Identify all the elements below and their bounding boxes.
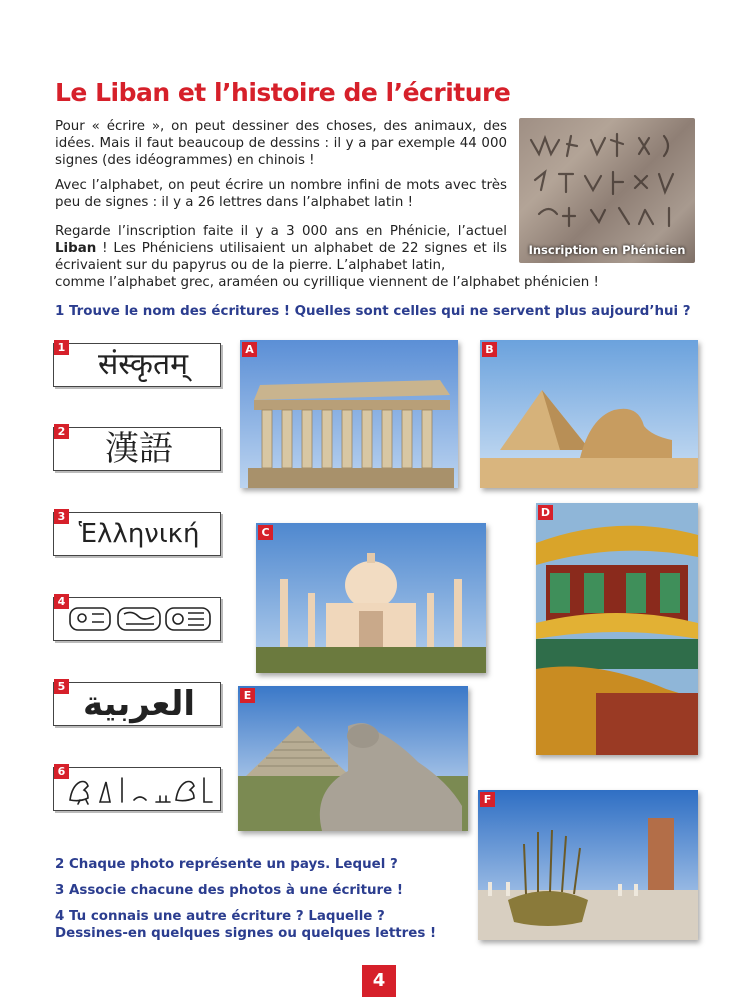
- phoenician-glyphs-image: [519, 118, 695, 263]
- script-box-5: [53, 682, 221, 726]
- intro-paragraph-2: Avec l’alphabet, on peut écrire un nombre infini de mots avec très peu de signes : il y a 26 lettres dans l’alphabet latin !: [55, 178, 507, 210]
- page-number: 4: [362, 965, 396, 997]
- photo-label-f: F: [480, 792, 495, 807]
- chichen-itza-image: [238, 686, 468, 831]
- intro-paragraph-3: [55, 223, 507, 274]
- photo-label-c: C: [258, 525, 273, 540]
- question-4-line-2: Dessines-en quelques signes ou quelques lettres !: [55, 926, 437, 941]
- question-2: 2 Chaque photo représente un pays. Lequel ?: [55, 857, 398, 872]
- intro-paragraph-3-tail: comme l’alphabet grec, araméen ou cyrillique viennent de l’alphabet phénicien !: [55, 275, 599, 290]
- intro-p3-a: Regarde l’inscription faite il y a 3 000 ans en Phénicie, l’actuel: [55, 224, 507, 239]
- intro-p3-b: ! Les Phéniciens utilisaient un alphabet de 22 signes et ils écrivaient sur du papyrus ou de la pierre. L’alphabet latin,: [55, 241, 507, 273]
- intro-p3-bold: Liban: [55, 241, 97, 256]
- script-number-1: 1: [54, 340, 69, 355]
- arabic-text: العربية: [82, 684, 196, 724]
- photo-label-a: A: [242, 342, 257, 357]
- script-number-2: 2: [54, 424, 69, 439]
- page-title: Le Liban et l’histoire de l’écriture: [55, 78, 511, 107]
- taj-mahal-image: [256, 523, 486, 673]
- script-box-6: [53, 767, 221, 811]
- question-3: 3 Associe chacune des photos à une écriture !: [55, 883, 403, 898]
- script-number-4: 4: [54, 594, 69, 609]
- maya-glyphs-image: [66, 604, 216, 634]
- photo-b-sphinx: [480, 340, 698, 488]
- inscription-caption: Inscription en Phénicien: [528, 243, 686, 257]
- sphinx-pyramid-image: [480, 340, 698, 488]
- script-number-6: 6: [54, 764, 69, 779]
- chinese-palace-image: [536, 503, 698, 755]
- sanskrit-text: संस्कृतम्: [97, 347, 189, 382]
- photo-label-e: E: [240, 688, 255, 703]
- question-4-line-1: 4 Tu connais une autre écriture ? Laquelle ?: [55, 909, 385, 924]
- script-number-3: 3: [54, 509, 69, 524]
- script-box-1: [53, 343, 221, 387]
- photo-f-hassan-tower: [478, 790, 698, 940]
- photo-a-parthenon: [240, 340, 458, 488]
- script-box-3: [53, 512, 221, 556]
- hieroglyphs-image: [64, 772, 216, 806]
- script-number-5: 5: [54, 679, 69, 694]
- chinese-text: 漢語: [105, 429, 173, 469]
- greek-text: Ἑλληνική: [78, 519, 200, 549]
- intro-paragraph-1: Pour « écrire », on peut dessiner des choses, des animaux, des idées. Mais il faut beaucoup de dessins : il y a par exemple 44 000 signes (des idéogrammes) en chinois !: [55, 119, 507, 168]
- script-box-4: [53, 597, 221, 641]
- photo-d-chinese-palace: [536, 503, 698, 755]
- photo-label-b: B: [482, 342, 497, 357]
- photo-e-chichen-itza: [238, 686, 468, 831]
- question-1: 1 Trouve le nom des écritures ! Quelles sont celles qui ne servent plus aujourd’hui ?: [55, 304, 691, 319]
- photo-label-d: D: [538, 505, 553, 520]
- parthenon-image: [240, 340, 458, 488]
- phoenician-inscription-photo: [519, 118, 695, 263]
- photo-c-taj-mahal: [256, 523, 486, 673]
- script-box-2: [53, 427, 221, 471]
- hassan-tower-image: [478, 790, 698, 940]
